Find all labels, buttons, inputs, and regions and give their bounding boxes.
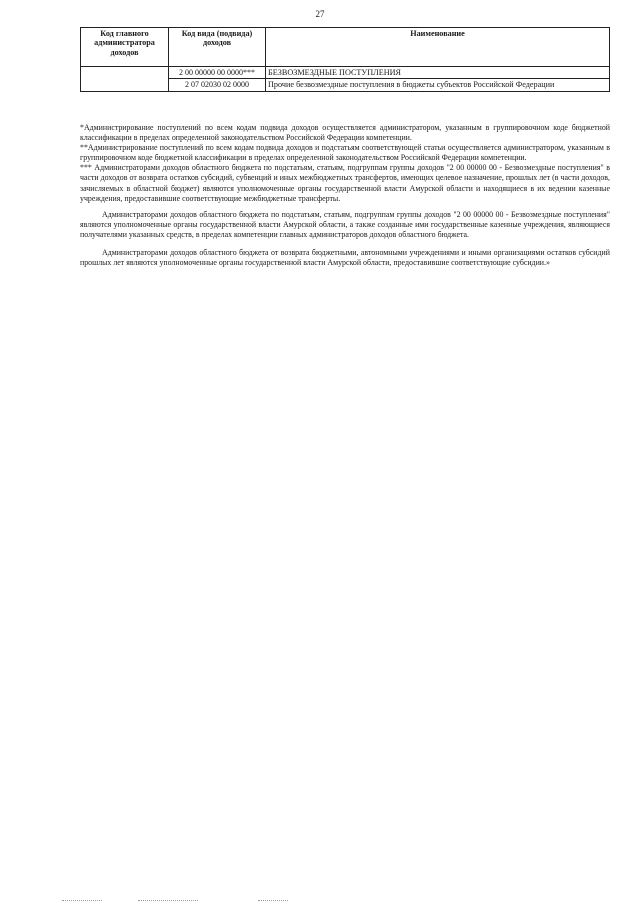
name-cell: БЕЗВОЗМЕЗДНЫЕ ПОСТУПЛЕНИЯ [266,67,610,79]
subtype-code-cell: 2 00 00000 00 0000*** [169,67,266,79]
footnote-3: *** Администраторами доходов областного бюджета по подстатьям, статьям, подгруппам группы доходов "2 00 00000 00 - Безвозмездные поступления" в части доходов от возврата остатков субсидий, субвенций и иных межбюджетных трансфертов, имеющих целевое назначение, прошлых лет (в части доходов, зачисляемых в областной бюджет) являются уполномоченные органы государственной власти Амурской области и находящиеся в их ведении казенные учреждения, предоставившие соответствующие межбюджетные трансферты. [80,163,610,203]
page-number: 27 [315,9,325,19]
subtype-code-cell: 2 07 02030 02 0000 [169,79,266,91]
scan-artifact [258,900,288,901]
footnotes [80,123,610,268]
table-header-row [81,28,610,67]
footnote-1: *Администрирование поступлений по всем кодам подвида доходов осуществляется администратором, указанным в группировочном коде бюджетной классификации в пределах определенной законодательством Российской Федерации компетенции. [80,123,610,143]
paragraph-administrators: Администраторами доходов областного бюджета по подстатьям, статьям, подгруппам группы доходов "2 00 00000 00 - Безвозмездные поступления" являются уполномоченные органы государственной власти Амурской области, а также созданные ими государственные казенные учреждения, являющиеся получателями указанных средств, в пределах компетенции главных администраторов доходов областного бюджета. [80,209,610,239]
name-cell: Прочие безвозмездные поступления в бюджеты субъектов Российской Федерации [266,79,610,91]
admin-code-cell [81,67,169,92]
header-name: Наименование [266,28,610,67]
scan-artifact [138,900,198,901]
header-subtype-code: Код вида (подвида) доходов [169,28,266,67]
table-row [81,67,610,79]
footnote-2: **Администрирование поступлений по всем кодам подвида доходов и подстатьям соответствующей статьи осуществляется администратором, указанным в группировочном коде бюджетной классификации в пределах определенной законодательством Российской Федерации компетенции. [80,143,610,163]
scan-artifact [62,900,102,901]
header-admin-code: Код главного администратора доходов [81,28,169,67]
revenue-codes-table [80,27,610,92]
paragraph-subsidy-returns: Администраторами доходов областного бюджета от возврата бюджетными, автономными учреждениями и иными организациями остатков субсидий прошлых лет являются уполномоченные органы государственной власти Амурской области, предоставившие соответствующие субсидии.» [80,248,610,268]
